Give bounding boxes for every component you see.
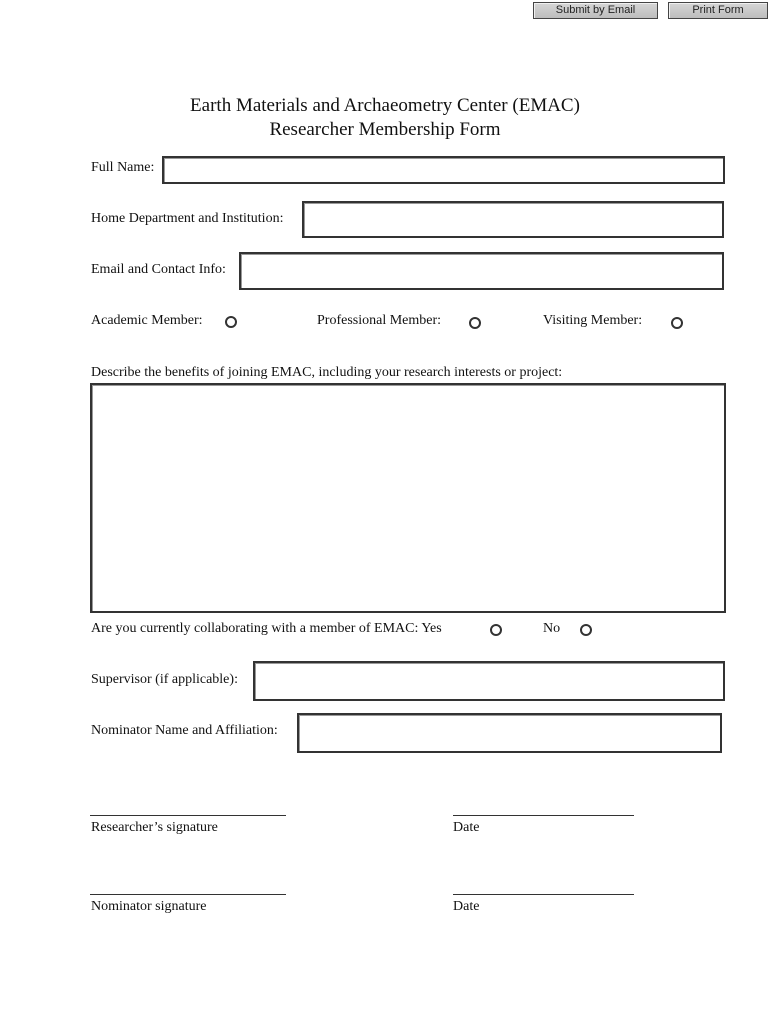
professional-member-label: Professional Member:: [317, 313, 442, 328]
nominator-input[interactable]: [297, 713, 722, 753]
collaboration-no-radio[interactable]: [580, 624, 592, 636]
nominator-signature-label: Nominator signature: [91, 899, 207, 914]
submit-by-email-button[interactable]: Submit by Email: [533, 2, 658, 19]
full-name-label: Full Name:: [91, 160, 155, 175]
collaboration-question: Are you currently collaborating with a member of EMAC: Yes: [91, 621, 442, 636]
collaboration-no-label: No: [543, 621, 561, 636]
researcher-date-label: Date: [453, 820, 480, 835]
academic-member-label: Academic Member:: [91, 313, 203, 328]
benefits-label: Describe the benefits of joining EMAC, including your research interests or project:: [91, 365, 563, 380]
email-contact-label: Email and Contact Info:: [91, 262, 226, 277]
professional-member-radio[interactable]: [469, 317, 481, 329]
visiting-member-label: Visiting Member:: [543, 313, 643, 328]
print-form-button[interactable]: Print Form: [668, 2, 768, 19]
researcher-signature-line[interactable]: [90, 815, 286, 816]
nominator-date-label: Date: [453, 899, 480, 914]
benefits-textarea[interactable]: [90, 383, 726, 613]
home-department-input[interactable]: [302, 201, 724, 238]
nominator-date-line[interactable]: [453, 894, 634, 895]
supervisor-label: Supervisor (if applicable):: [91, 672, 238, 687]
academic-member-radio[interactable]: [225, 316, 237, 328]
email-contact-input[interactable]: [239, 252, 724, 290]
form-subtitle: Researcher Membership Form: [269, 119, 501, 140]
researcher-date-line[interactable]: [453, 815, 634, 816]
nominator-signature-line[interactable]: [90, 894, 286, 895]
home-department-label: Home Department and Institution:: [91, 211, 284, 226]
full-name-input[interactable]: [162, 156, 725, 184]
nominator-label: Nominator Name and Affiliation:: [91, 723, 278, 738]
researcher-signature-label: Researcher’s signature: [91, 820, 218, 835]
supervisor-input[interactable]: [253, 661, 725, 701]
collaboration-yes-radio[interactable]: [490, 624, 502, 636]
form-title: Earth Materials and Archaeometry Center (EMAC): [190, 95, 580, 116]
visiting-member-radio[interactable]: [671, 317, 683, 329]
